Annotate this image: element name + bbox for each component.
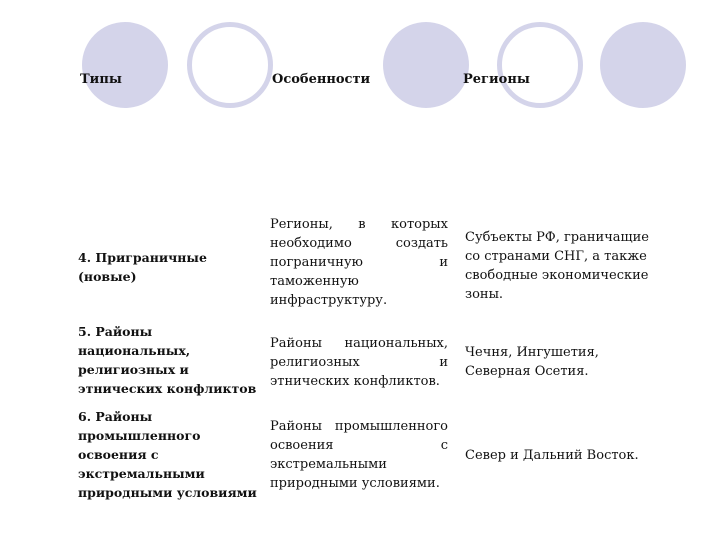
row-5-regions: Чечня, Ингушетия, Северная Осетия. [465,345,599,379]
row-5-features: Районы национальных, религиозных и этнических конфликтов. [270,336,448,389]
header-types: Типы [80,72,122,87]
row-6-regions: Север и Дальний Восток. [465,448,639,463]
decorative-circle-1 [82,22,168,108]
row-6-type: 6. Районы промышленного освоения с экстремальными природными условиями [78,409,257,500]
row-4-type: 4. Приграничные (новые) [78,250,207,284]
decorative-ring-1 [187,22,273,108]
row-6-features: Районы промышленного освоения с экстремальными природными условиями. [270,419,448,491]
decorative-circle-2 [383,22,469,108]
row-4-regions: Субъекты РФ, граничащие со странами СНГ, а также свободные экономические зоны. [465,230,649,302]
decorative-circle-3 [600,22,686,108]
row-4-features: Регионы, в которых необходимо создать пограничную и таможенную инфраструктуру. [270,217,448,308]
header-features: Особенности [272,72,371,87]
header-regions: Регионы [463,72,530,87]
row-5-type: 5. Районы национальных, религиозных и этнических конфликтов [78,324,257,396]
decorative-ring-2 [497,22,583,108]
